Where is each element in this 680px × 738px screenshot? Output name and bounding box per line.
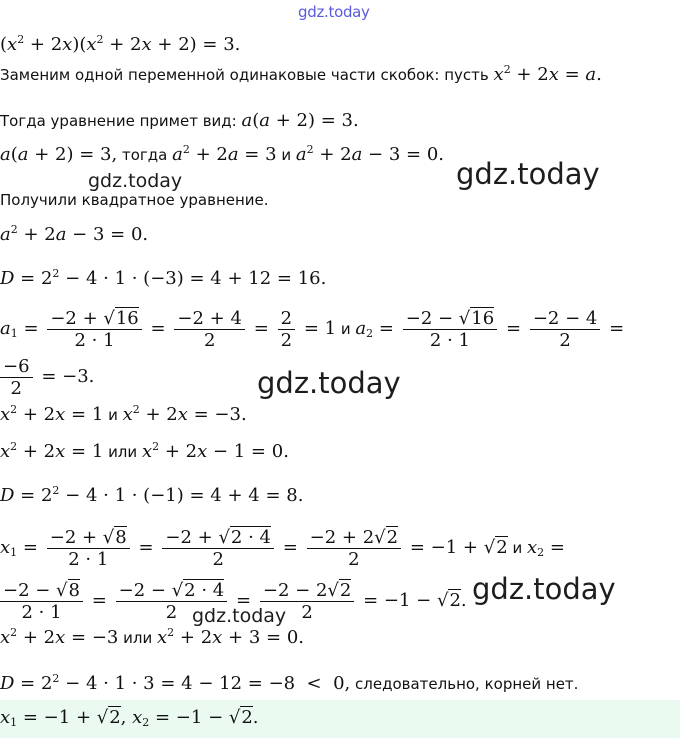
watermark: gdz.today — [192, 605, 287, 627]
fraction: $\frac{2}{2}$ — [278, 308, 295, 351]
word-or: или — [108, 443, 138, 461]
fraction: $\frac{-2 + √2 \cdot 4}{2}$ — [162, 527, 274, 570]
equation-original: $(x^2 + 2x)(x^2 + 2x + 2) = 3$. — [0, 33, 241, 55]
word-then: тогда — [121, 146, 168, 164]
fraction: $\frac{-2 - 2√2}{2}$ — [260, 580, 354, 623]
quadratic-note — [0, 189, 269, 211]
fraction: $\frac{-2 - √16}{2 \cdot 1}$ — [403, 308, 497, 351]
new-equation-text: Тогда уравнение примет вид: — [0, 112, 237, 130]
fraction: $\frac{-2 - 4}{2}$ — [530, 308, 601, 351]
word-or: или — [123, 629, 153, 647]
watermark-top: gdz.today — [298, 3, 370, 21]
answer-box — [0, 700, 680, 738]
roots-a-line-cont: $\frac{-6}{2}$ = −3. — [0, 356, 94, 399]
word-and: и — [281, 146, 292, 164]
fraction: $\frac{-2 + √16}{2 \cdot 1}$ — [47, 308, 141, 351]
roots-x-line: $x_1$ = $\frac{-2 + √8}{2 \cdot 1}$ = $\frac{-2 + √2 \cdot 4}{2}$ = $\frac{-2 + 2√2}{2}$ = −1 + √2 и $x_2$ = — [0, 527, 565, 570]
word-and: и — [512, 539, 523, 557]
no-roots-text: следовательно, корней нет. — [355, 675, 579, 693]
back-substitution: $x^2 + 2x = 1$ и $x^2 + 2x = -3$. — [0, 403, 247, 425]
roots-a-line: $a_1$ = $\frac{-2 + √16}{2 \cdot 1}$ = $\frac{-2 + 4}{2}$ = $\frac{2}{2}$ = 1 и $a_2$ = $\frac{-2 - √16}{2 \cdot 1}$ = $\frac{-2 - 4}{2}$ = — [0, 308, 625, 351]
fraction: $\frac{-2 - √8}{2 \cdot 1}$ — [0, 580, 83, 623]
watermark: gdz.today — [456, 157, 600, 191]
case-1-line: $x^2 + 2x = 1$ или $x^2 + 2x - 1 = 0$. — [0, 440, 289, 462]
watermark: gdz.today — [88, 170, 183, 192]
expand-line: a(a + 2) = 3, тогда $a^2 + 2a = 3$ и $a^2 + 2a - 3 = 0$. — [0, 143, 445, 165]
substitution-text: Заменим одной переменной одинаковые части скобок: пусть — [0, 66, 489, 84]
discriminant-1: $D = 2^2 - 4 \cdot 1 \cdot (-3) = 4 + 12 = 16$. — [0, 267, 327, 289]
watermark: gdz.today — [257, 366, 401, 400]
roots-x-line-cont: $\frac{-2 - √8}{2 \cdot 1}$ = $\frac{-2 - √2 \cdot 4}{2}$ = $\frac{-2 - 2√2}{2}$ = −1 − √2. — [0, 580, 467, 623]
quadratic-equation: $a^2 + 2a - 3 = 0$. — [0, 223, 149, 245]
final-answer: $x_1 = -1 + √2$, $x_2 = -1 - √2$. — [0, 707, 259, 729]
word-and: и — [340, 320, 351, 338]
discriminant-3-line: $D = 2^2 - 4 \cdot 1 \cdot 3 = 4 - 12 = -8 < 0$, следовательно, корней нет. — [0, 672, 579, 694]
fraction: $\frac{-2 + √8}{2 \cdot 1}$ — [47, 527, 130, 570]
new-equation-line: Тогда уравнение примет вид: a(a + 2) = 3. — [0, 110, 359, 131]
case-2-line: $x^2 + 2x = -3$ или $x^2 + 2x + 3 = 0$. — [0, 626, 304, 648]
fraction: $\frac{-2 + 4}{2}$ — [174, 308, 245, 351]
fraction: $\frac{-2 - √2 \cdot 4}{2}$ — [116, 580, 228, 623]
watermark: gdz.today — [472, 572, 616, 606]
substitution-line: Заменим одной переменной одинаковые части скобок: пусть $x^2 + 2x = a$. — [0, 63, 602, 85]
quadratic-text: Получили квадратное уравнение. — [0, 191, 269, 209]
discriminant-2: $D = 2^2 - 4 \cdot 1 \cdot (-1) = 4 + 4 = 8$. — [0, 484, 304, 506]
fraction: $\frac{-2 + 2√2}{2}$ — [307, 527, 401, 570]
fraction: $\frac{-6}{2}$ — [0, 356, 33, 399]
word-and: и — [108, 406, 118, 424]
